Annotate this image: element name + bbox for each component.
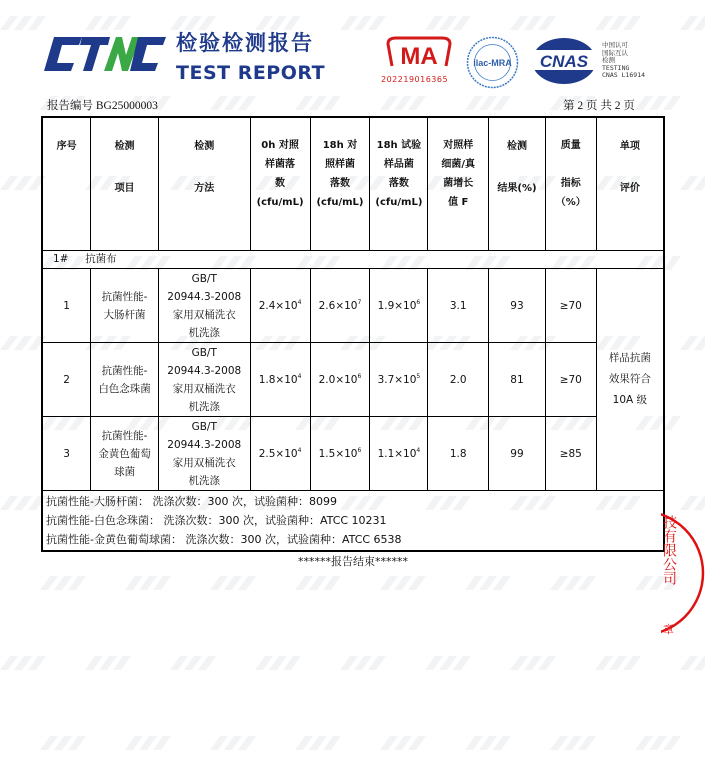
- seal-text-2: 章: [663, 623, 674, 636]
- count-mantissa: 1.5×10: [318, 447, 358, 460]
- watermark-mark: [635, 96, 681, 110]
- header-cell: [428, 117, 489, 251]
- watermark-mark: [680, 336, 705, 350]
- table-header-row: [42, 117, 664, 251]
- header-cell: [158, 117, 250, 251]
- cnas-line: 中国认可: [602, 41, 628, 49]
- header-line: 指标: [560, 178, 581, 189]
- watermark-mark: [425, 656, 471, 670]
- watermark-mark: [170, 16, 216, 30]
- header-cell: [310, 117, 370, 251]
- count-cell: [310, 343, 370, 417]
- table-row: [42, 343, 664, 417]
- ilac-mra-logo: [465, 35, 520, 90]
- cell-line: 家用双桶洗衣: [172, 382, 236, 395]
- group-cell: [42, 251, 664, 269]
- result-cell: [489, 269, 546, 343]
- seal-text: 技有限公司: [661, 515, 677, 585]
- ctnc-logo: [42, 33, 167, 75]
- header-cell: [489, 117, 546, 251]
- f-cell: [428, 269, 489, 343]
- cnas-line: 国际互认: [602, 48, 628, 57]
- group-name: 抗菌布: [85, 253, 117, 265]
- header-line: 结果(%): [497, 183, 537, 194]
- report-title-cn: 检验检测报告: [176, 31, 314, 55]
- count-exponent: 5: [416, 372, 421, 380]
- header-line: 照样菌: [324, 159, 355, 170]
- row-number: 1: [63, 299, 70, 312]
- company-seal: [661, 505, 705, 645]
- f-value: 2.0: [449, 373, 467, 386]
- ilac-mark: ilac-MRA: [473, 58, 512, 68]
- cell-line: 机洗涤: [188, 326, 220, 339]
- watermark-mark: [550, 576, 596, 590]
- watermark-mark: [465, 736, 511, 750]
- method-cell: [158, 343, 250, 417]
- page-number: 第 2 页 共 2 页: [563, 100, 635, 112]
- note-line: 抗菌性能-大肠杆菌： 洗涤次数：300 次，试验菌种：8099: [46, 495, 337, 508]
- watermark-mark: [255, 656, 301, 670]
- header-line: 数: [275, 178, 286, 189]
- count-exponent: 4: [297, 372, 302, 380]
- header-line: 检测: [114, 141, 135, 152]
- note-line: 抗菌性能-白色念珠菌： 洗涤次数：300 次，试验菌种：ATCC 10231: [46, 514, 387, 527]
- spec-value: ≥85: [559, 447, 582, 460]
- header-line: 18h 试验: [376, 140, 422, 151]
- count-mantissa: 3.7×10: [377, 373, 417, 386]
- watermark-mark: [380, 96, 426, 110]
- notes-row: [42, 491, 664, 552]
- result-value: 99: [510, 447, 524, 460]
- header-line: 0h 对照: [261, 140, 299, 151]
- header-line: [92, 157, 157, 178]
- count-mantissa: 1.1×10: [377, 447, 417, 460]
- watermark-mark: [0, 16, 46, 30]
- watermark-mark: [340, 16, 386, 30]
- notes-cell: [42, 491, 664, 552]
- cell-line: 20944.3-2008: [167, 438, 242, 451]
- watermark-mark: [465, 576, 511, 590]
- f-value: 3.1: [449, 299, 467, 312]
- spec-value: ≥70: [559, 373, 582, 386]
- seq-cell: [42, 343, 91, 417]
- item-cell: [91, 417, 159, 491]
- watermark-mark: [0, 336, 46, 350]
- cell-line: GB/T: [191, 346, 217, 359]
- count-mantissa: 2.4×10: [258, 299, 298, 312]
- f-cell: [428, 417, 489, 491]
- cell-line: 家用双桶洗衣: [172, 456, 236, 469]
- evaluation-cell: [596, 269, 664, 491]
- header-line: (cfu/mL): [256, 197, 304, 208]
- item-cell: [91, 269, 159, 343]
- method-cell: [158, 269, 250, 343]
- watermark-mark: [295, 576, 341, 590]
- header-cell: [91, 117, 159, 251]
- count-exponent: 6: [357, 446, 362, 454]
- watermark-mark: [210, 736, 256, 750]
- count-cell: [370, 343, 428, 417]
- count-mantissa: 1.8×10: [258, 373, 298, 386]
- cma-logo: [384, 34, 454, 74]
- watermark-mark: [380, 576, 426, 590]
- result-value: 93: [510, 299, 524, 312]
- watermark-mark: [125, 736, 171, 750]
- header-line: （%）: [555, 197, 586, 208]
- cell-line: 球菌: [114, 465, 136, 478]
- header-line: 样品菌: [383, 159, 414, 170]
- watermark-mark: [680, 16, 705, 30]
- cell-line: 大肠杆菌: [103, 308, 146, 321]
- header-line: [598, 157, 662, 178]
- cell-line: 抗菌性能-: [101, 290, 148, 303]
- header-line: (cfu/mL): [375, 197, 423, 208]
- watermark-mark: [595, 656, 641, 670]
- count-cell: [250, 343, 310, 417]
- watermark-mark: [510, 16, 556, 30]
- count-exponent: 6: [416, 298, 421, 306]
- seq-cell: [42, 417, 91, 491]
- watermark-mark: [550, 736, 596, 750]
- header-line: [547, 155, 595, 174]
- header-line: 落数: [329, 178, 350, 189]
- header-line: 18h 对: [322, 140, 358, 151]
- watermark-mark: [680, 176, 705, 190]
- row-number: 3: [63, 447, 70, 460]
- table-row: [42, 269, 664, 343]
- spec-cell: [545, 417, 596, 491]
- report-end-text: ******报告结束******: [298, 555, 408, 568]
- results-table: [41, 116, 665, 552]
- watermark-mark: [295, 96, 341, 110]
- count-exponent: 4: [416, 446, 421, 454]
- cell-line: 机洗涤: [188, 400, 220, 413]
- watermark-mark: [680, 656, 705, 670]
- watermark-mark: [0, 496, 46, 510]
- result-cell: [489, 343, 546, 417]
- report-title-en: TEST REPORT: [176, 62, 326, 84]
- seq-cell: [42, 269, 91, 343]
- evaluation-line: 10A 级: [612, 394, 648, 406]
- count-cell: [250, 417, 310, 491]
- watermark-mark: [85, 16, 131, 30]
- spec-value: ≥70: [559, 299, 582, 312]
- count-mantissa: 1.9×10: [377, 299, 417, 312]
- header-cell: [370, 117, 428, 251]
- header-line: 单项: [619, 141, 640, 152]
- watermark-mark: [510, 656, 556, 670]
- watermark-mark: [635, 736, 681, 750]
- header-line: 项目: [114, 183, 135, 194]
- header-cell: [42, 117, 91, 251]
- count-cell: [250, 269, 310, 343]
- method-cell: [158, 417, 250, 491]
- watermark-mark: [425, 16, 471, 30]
- header-cell: [545, 117, 596, 251]
- cnas-logo: [530, 36, 598, 86]
- count-cell: [370, 269, 428, 343]
- count-exponent: 4: [297, 446, 302, 454]
- watermark-mark: [40, 576, 86, 590]
- note-line: 抗菌性能-金黄色葡萄球菌： 洗涤次数：300 次，试验菌种：ATCC 6538: [46, 533, 402, 546]
- spec-cell: [545, 269, 596, 343]
- cma-number: 202219016365: [381, 75, 449, 84]
- watermark-mark: [465, 96, 511, 110]
- count-mantissa: 2.5×10: [258, 447, 298, 460]
- count-cell: [310, 269, 370, 343]
- header-line: 检测: [194, 141, 215, 152]
- header-line: [490, 157, 544, 178]
- f-cell: [428, 343, 489, 417]
- header-line: 方法: [194, 183, 215, 194]
- cma-mark: MA: [400, 43, 438, 70]
- watermark-mark: [40, 736, 86, 750]
- header-line: 样菌落: [265, 159, 296, 170]
- count-exponent: 4: [297, 298, 302, 306]
- cell-line: 抗菌性能-: [101, 429, 148, 442]
- header-line: 值 F: [448, 197, 469, 208]
- cnas-caption: [602, 42, 645, 80]
- watermark-mark: [0, 656, 46, 670]
- watermark-mark: [170, 656, 216, 670]
- watermark-mark: [340, 656, 386, 670]
- table-row: [42, 417, 664, 491]
- evaluation-line: 效果符合: [608, 373, 651, 385]
- count-mantissa: 2.6×10: [318, 299, 358, 312]
- group-row: [42, 251, 664, 269]
- cnas-line: 检测: [602, 56, 615, 64]
- header-line: (cfu/mL): [316, 197, 364, 208]
- watermark-mark: [295, 736, 341, 750]
- cell-line: 白色念珠菌: [98, 382, 151, 395]
- cnas-line: TESTING: [602, 63, 630, 72]
- header-line: 序号: [56, 141, 77, 152]
- f-value: 1.8: [449, 447, 467, 460]
- header-line: 细菌/真: [441, 159, 476, 170]
- spec-cell: [545, 343, 596, 417]
- watermark-mark: [380, 736, 426, 750]
- watermark-mark: [125, 576, 171, 590]
- result-cell: [489, 417, 546, 491]
- watermark-mark: [0, 176, 46, 190]
- cell-line: 20944.3-2008: [167, 290, 242, 303]
- watermark-mark: [210, 96, 256, 110]
- count-exponent: 7: [357, 298, 362, 306]
- header-line: [160, 157, 249, 178]
- group-id: 1#: [53, 253, 69, 265]
- report-number: 报告编号 BG25000003: [47, 100, 158, 112]
- cell-line: 机洗涤: [188, 474, 220, 487]
- count-mantissa: 2.0×10: [318, 373, 358, 386]
- item-cell: [91, 343, 159, 417]
- row-number: 2: [63, 373, 70, 386]
- header-line: 对照样: [443, 140, 474, 151]
- watermark-mark: [85, 656, 131, 670]
- cell-line: GB/T: [191, 420, 217, 433]
- watermark-mark: [210, 576, 256, 590]
- cell-line: 抗菌性能-: [101, 364, 148, 377]
- header-line: 质量: [560, 140, 581, 151]
- cell-line: 20944.3-2008: [167, 364, 242, 377]
- header-line: 菌增长: [443, 178, 474, 189]
- header-cell: [596, 117, 664, 251]
- header-line: 检测: [506, 141, 527, 152]
- cnas-mark: CNAS: [539, 52, 589, 71]
- cell-line: 金黄色葡萄: [98, 447, 151, 460]
- header-line: 落数: [388, 178, 409, 189]
- header-line: 评价: [619, 183, 640, 194]
- cell-line: GB/T: [191, 272, 217, 285]
- evaluation-line: 样品抗菌: [608, 352, 651, 364]
- table-section: [41, 116, 665, 569]
- cell-line: 家用双桶洗衣: [172, 308, 236, 321]
- count-cell: [370, 417, 428, 491]
- header-cell: [250, 117, 310, 251]
- count-cell: [310, 417, 370, 491]
- result-value: 81: [510, 373, 524, 386]
- watermark-mark: [595, 16, 641, 30]
- cnas-line: CNAS L16914: [602, 71, 646, 79]
- watermark-mark: [255, 16, 301, 30]
- count-exponent: 6: [357, 372, 362, 380]
